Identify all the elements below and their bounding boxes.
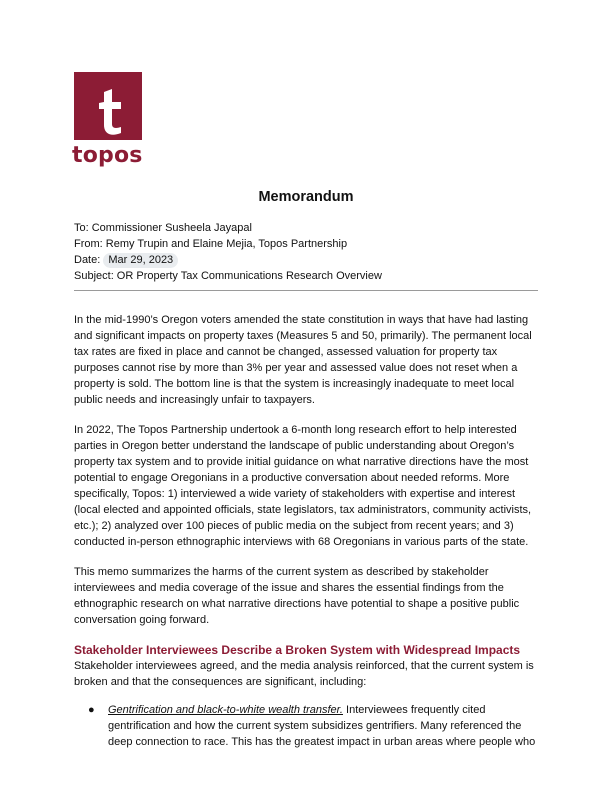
memo-title: Memorandum: [258, 189, 354, 205]
paragraph-intro: In the mid-1990’s Oregon voters amended the state constitution in ways that have had lasting and significant impacts on property taxes (Measures 5 and 50, primarily). The permanent local tax rates are fixed in place and cannot be changed, assessed valuation for property tax purposes cannot rise by more than 3% per year and assessed value does not reset when a property is sold. The bottom line is that the system is increasingly inadequate to meet local public needs and increasingly unfair to taxpayers.: [74, 314, 532, 406]
topos-wordmark: topos: [72, 143, 143, 168]
paragraph-research: In 2022, The Topos Partnership undertook a 6-month long research effort to help interested parties in Oregon better understand the landscape of public understanding about Oregon’s property tax system and to provide initial guidance on what narrative directions have the most potential to engage Oregonians in a productive conversation about needed reforms. More specifically, Topos: 1) interviewed a wide variety of stakeholders with expertise and interest (local elected and appointed officials, state legislators, tax administrators, community activists, etc.); 2) analyzed over 100 pieces of public media on the subject from recent years; and 3) conducted in-person ethnographic interviews with 68 Oregonians in various parts of the state.: [74, 424, 532, 548]
memo-date-row: [74, 252, 544, 268]
bullet-icon: ●: [88, 704, 95, 716]
memo-from: From: Remy Trupin and Elaine Mejia, Topos Partnership: [74, 238, 348, 250]
memo-body: [74, 312, 540, 750]
bullet-text: Interviewees frequently cited gentrification and how the current system subsidizes gentrifiers. Many referenced the deep connection to race. This has the greatest impact in urban areas where people who: [108, 704, 536, 748]
memo-subject: Subject: OR Property Tax Communications Research Overview: [74, 270, 382, 282]
header-divider: [74, 290, 538, 291]
memo-to: To: Commissioner Susheela Jayapal: [74, 222, 252, 234]
impact-list: [74, 702, 540, 750]
memo-date-chip[interactable]: Mar 29, 2023: [103, 253, 178, 268]
paragraph-summary: This memo summarizes the harms of the current system as described by stakeholder interviewees and media coverage of the issue and shares the essential findings from the ethnographic research on what narrative directions have potential to shape a positive public conversation going forward.: [74, 566, 520, 626]
bullet-term: Gentrification and black-to-white wealth transfer.: [108, 704, 343, 716]
memo-header: [74, 220, 544, 284]
list-item: [74, 702, 540, 750]
section-heading: Stakeholder Interviewees Describe a Broken System with Widespread Impacts: [74, 643, 521, 657]
section-intro: Stakeholder interviewees agreed, and the media analysis reinforced, that the current system is broken and that the consequences are significant, including:: [74, 660, 534, 688]
logo-t-icon: [74, 72, 142, 140]
memo-date-label: Date:: [74, 254, 101, 266]
topos-logo-mark: [74, 72, 142, 140]
